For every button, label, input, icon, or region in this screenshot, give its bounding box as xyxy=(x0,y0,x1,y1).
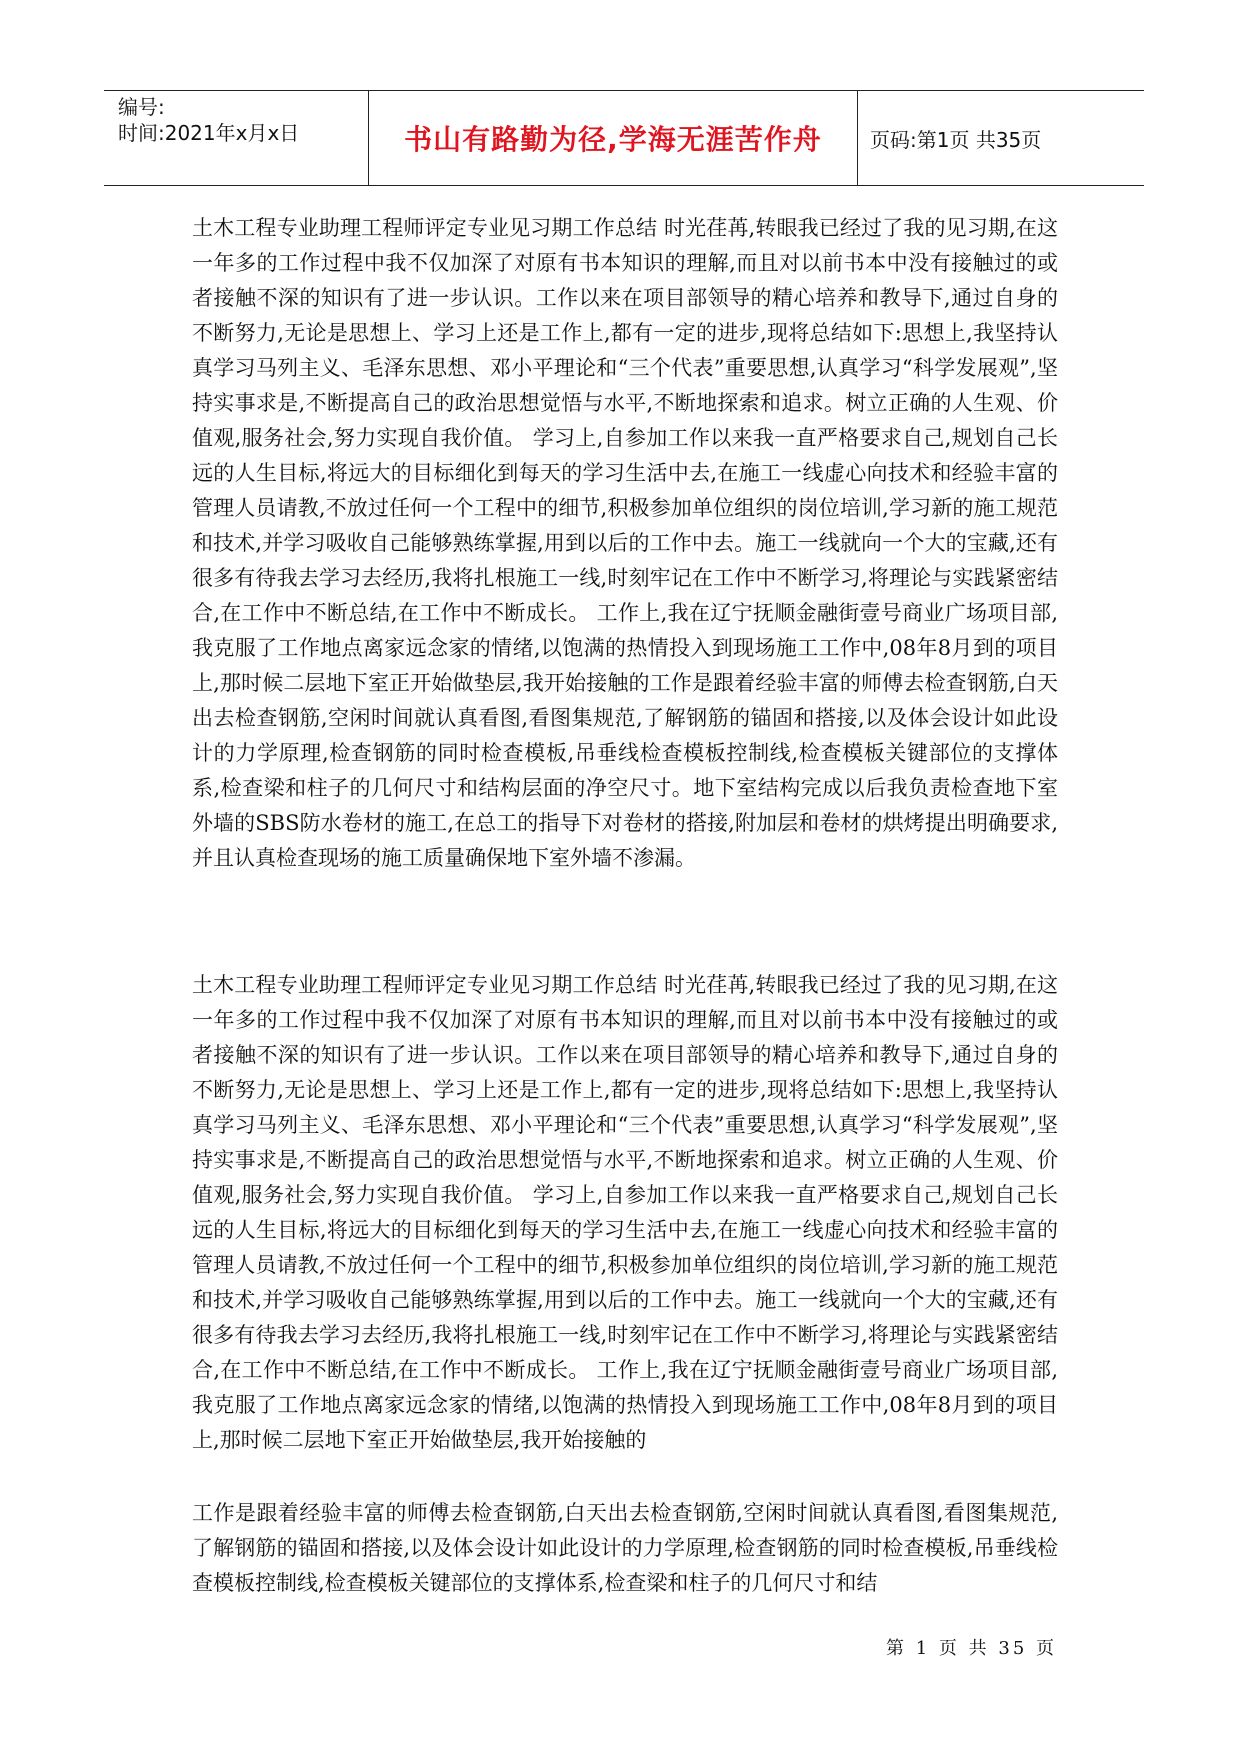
header-motto: 书山有路勤为径,学海无涯苦作舟 xyxy=(404,123,822,156)
document-time-label: 时间:2021年x月x日 xyxy=(118,121,300,145)
header-left-cell xyxy=(104,91,368,185)
body-paragraph-1: 土木工程专业助理工程师评定专业见习期工作总结 时光荏苒,转眼我已经过了我的见习期,在这一年多的工作过程中我不仅加深了对原有书本知识的理解,而且对以前书本中没有接触过的或者接触不深的知识有了进一步认识。工作以来在项目部领导的精心培养和教导下,通过自身的不断努力,无论是思想上、学习上还是工作上,都有一定的进步,现将总结如下:思想上,我坚持认真学习马列主义、毛泽东思想、邓小平理论和“三个代表”重要思想,认真学习“科学发展观”,坚持实事求是,不断提高自己的政治思想觉悟与水平,不断地探索和追求。树立正确的人生观、价值观,服务社会,努力实现自我价值。 学习上,自参加工作以来我一直严格要求自己,规划自己长远的人生目标,将远大的目标细化到每天的学习生活中去,在施工一线虚心向技术和经验丰富的管理人员请教,不放过任何一个工程中的细节,积极参加单位组织的岗位培训,学习新的施工规范和技术,并学习吸收自己能够熟练掌握,用到以后的工作中去。施工一线就向一个大的宝藏,还有很多有待我去学习去经历,我将扎根施工一线,时刻牢记在工作中不断学习,将理论与实践紧密结合,在工作中不断总结,在工作中不断成长。 工作上,我在辽宁抚顺金融街壹号商业广场项目部,我克服了工作地点离家远念家的情绪,以饱满的热情投入到现场施工工作中,08年8月到的项目上,那时候二层地下室正开始做垫层,我开始接触的工作是跟着经验丰富的师傅去检查钢筋,白天出去检查钢筋,空闲时间就认真看图,看图集规范,了解钢筋的锚固和搭接,以及体会设计如此设计的力学原理,检查钢筋的同时检查模板,吊垂线检查模板控制线,检查模板关键部位的支撑体系,检查梁和柱子的几何尺寸和结构层面的净空尺寸。地下室结构完成以后我负责检查地下室外墙的SBS防水卷材的施工,在总工的指导下对卷材的搭接,附加层和卷材的烘烤提出明确要求,并且认真检查现场的施工质量确保地下室外墙不渗漏。 xyxy=(192,216,1058,870)
document-header xyxy=(104,90,1144,186)
header-page-cell xyxy=(858,91,1144,185)
header-page-number: 页码:第1页 共35页 xyxy=(870,127,1042,152)
page-footer: 第 1 页 共 35 页 xyxy=(886,1638,1057,1659)
document-code-label: 编号: xyxy=(118,95,165,119)
body-paragraph-3: 工作是跟着经验丰富的师傅去检查钢筋,白天出去检查钢筋,空闲时间就认真看图,看图集规范,了解钢筋的锚固和搭接,以及体会设计如此设计的力学原理,检查钢筋的同时检查模板,吊垂线检查模板控制线,检查模板关键部位的支撑体系,检查梁和柱子的几何尺寸和结 xyxy=(192,1501,1058,1595)
body-paragraph-2: 土木工程专业助理工程师评定专业见习期工作总结 时光荏苒,转眼我已经过了我的见习期,在这一年多的工作过程中我不仅加深了对原有书本知识的理解,而且对以前书本中没有接触过的或者接触不深的知识有了进一步认识。工作以来在项目部领导的精心培养和教导下,通过自身的不断努力,无论是思想上、学习上还是工作上,都有一定的进步,现将总结如下:思想上,我坚持认真学习马列主义、毛泽东思想、邓小平理论和“三个代表”重要思想,认真学习“科学发展观”,坚持实事求是,不断提高自己的政治思想觉悟与水平,不断地探索和追求。树立正确的人生观、价值观,服务社会,努力实现自我价值。 学习上,自参加工作以来我一直严格要求自己,规划自己长远的人生目标,将远大的目标细化到每天的学习生活中去,在施工一线虚心向技术和经验丰富的管理人员请教,不放过任何一个工程中的细节,积极参加单位组织的岗位培训,学习新的施工规范和技术,并学习吸收自己能够熟练掌握,用到以后的工作中去。施工一线就向一个大的宝藏,还有很多有待我去学习去经历,我将扎根施工一线,时刻牢记在工作中不断学习,将理论与实践紧密结合,在工作中不断总结,在工作中不断成长。 工作上,我在辽宁抚顺金融街壹号商业广场项目部,我克服了工作地点离家远念家的情绪,以饱满的热情投入到现场施工工作中,08年8月到的项目上,那时候二层地下室正开始做垫层,我开始接触的 xyxy=(192,973,1058,1452)
header-motto-cell xyxy=(368,91,858,185)
